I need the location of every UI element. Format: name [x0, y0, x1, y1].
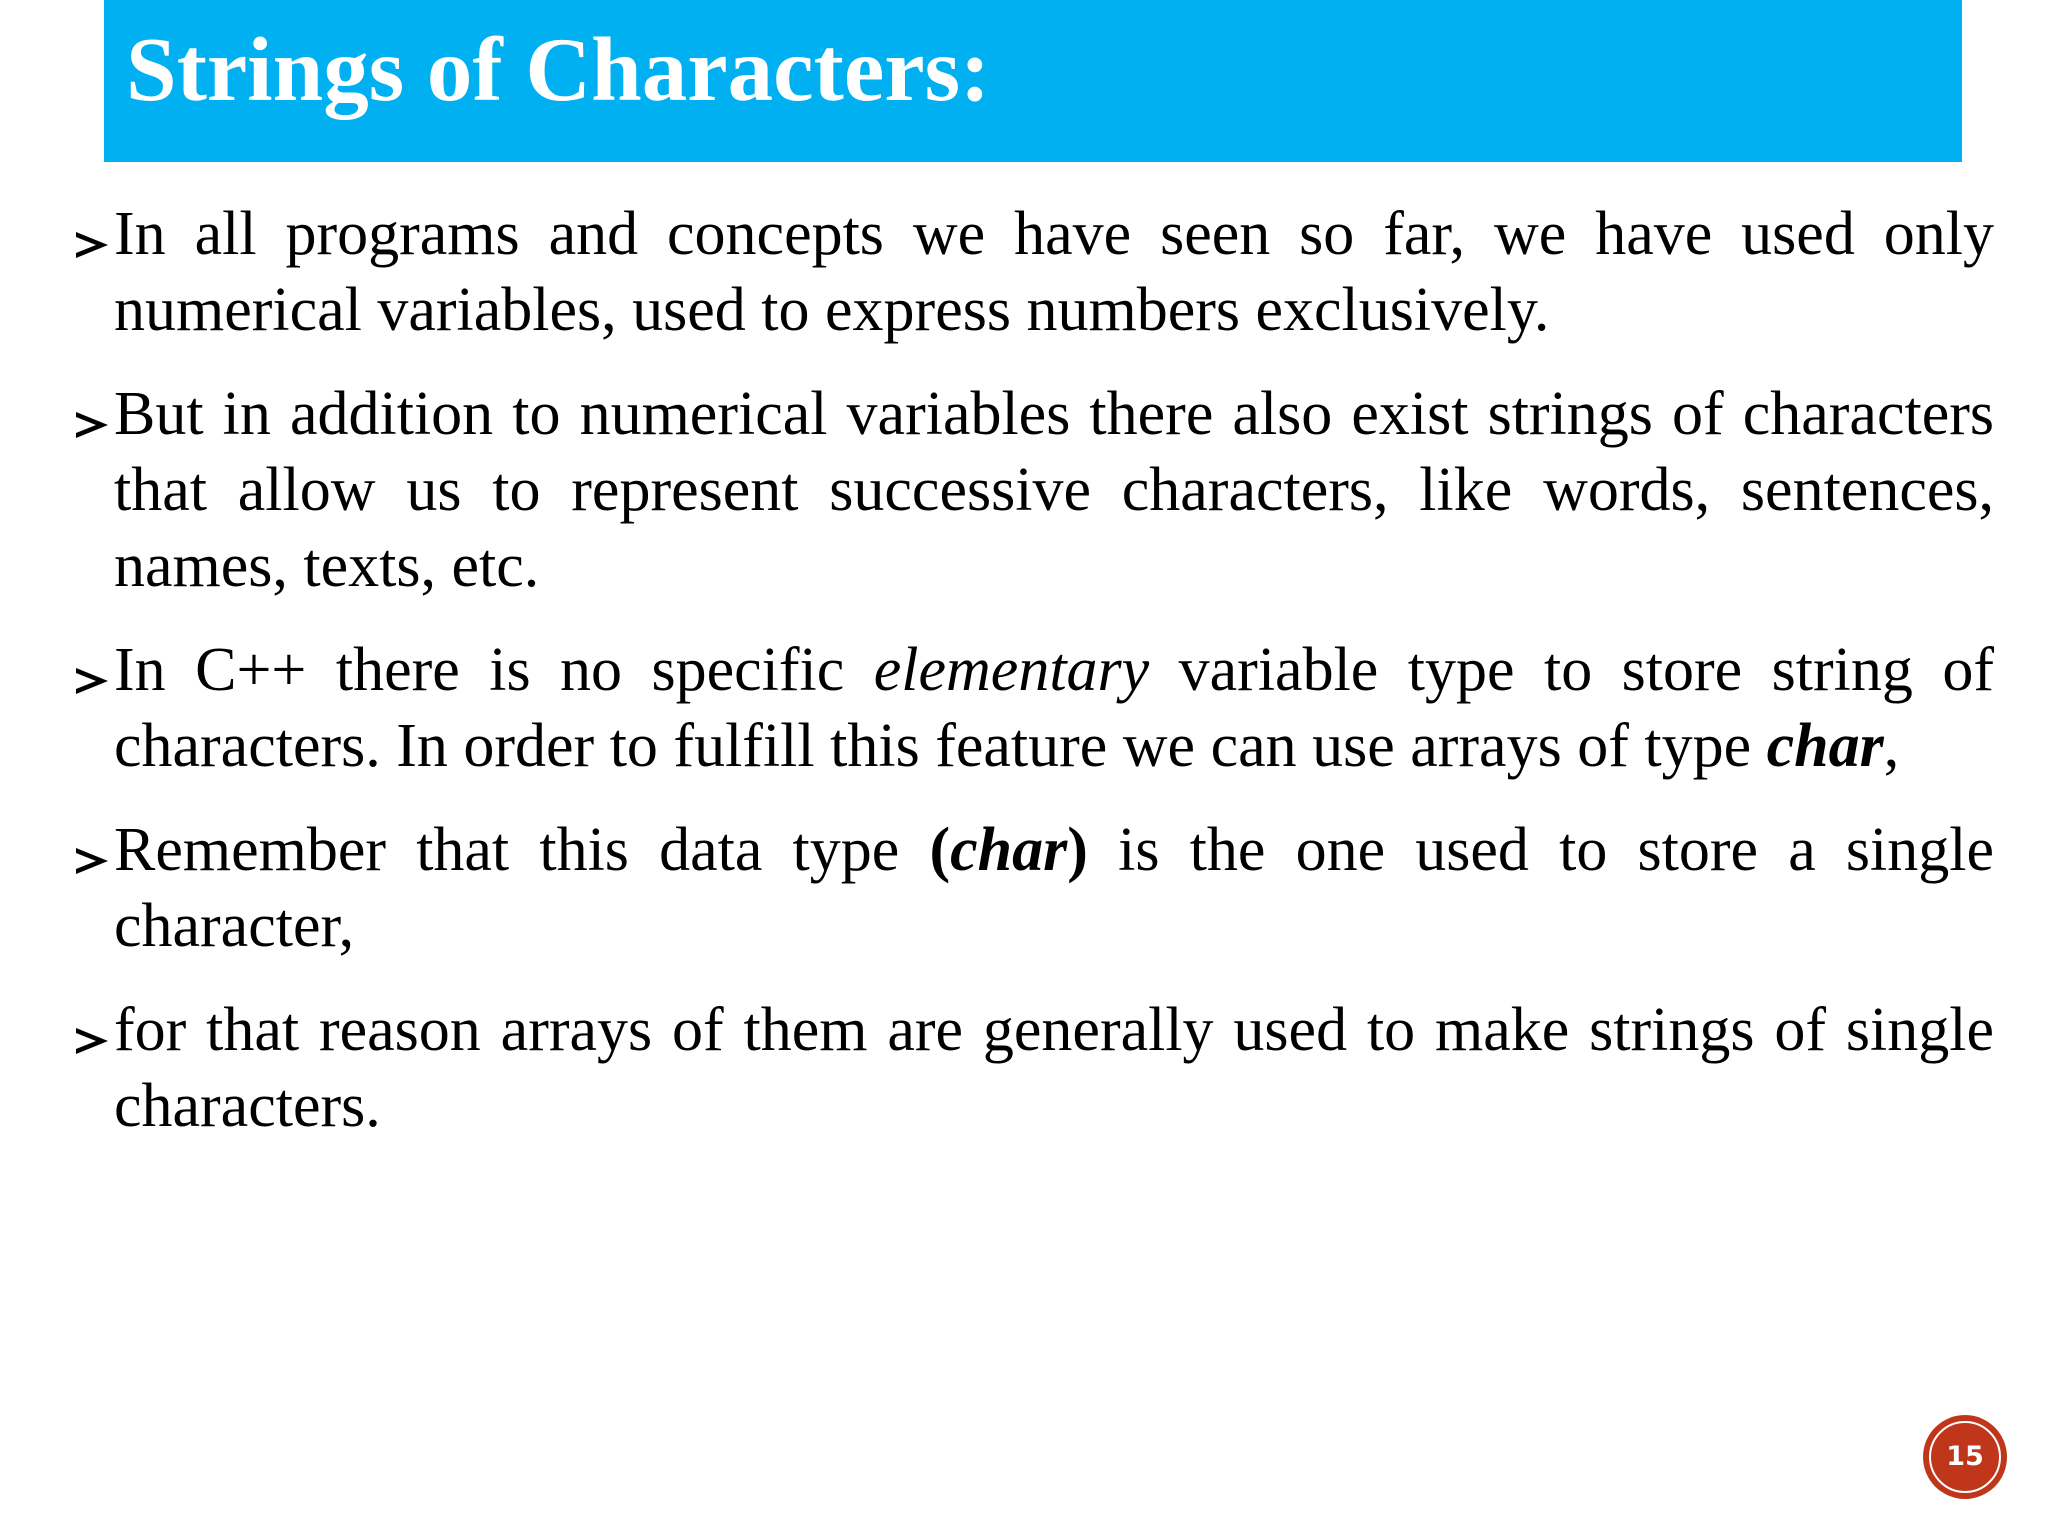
- bullet-text: [114, 636, 1994, 780]
- arrowhead-bullet-icon: [74, 1026, 110, 1056]
- page-number-badge-icon: [1922, 1414, 2008, 1500]
- arrowhead-bullet-icon: [74, 410, 110, 440]
- bullet-segment: for that reason arrays of them are generally used to make strings of single characters.: [114, 996, 1994, 1140]
- title-bar: [104, 0, 1962, 162]
- bullet-segment: (: [929, 816, 951, 884]
- bullet-segment: In all programs and concepts we have seen so far, we have used only numerical variables, used to express numbers exclusively.: [114, 200, 1994, 344]
- arrowhead-bullet-icon: [74, 666, 110, 696]
- bullet-segment: char: [950, 816, 1068, 884]
- arrowhead-bullet-icon: [74, 846, 110, 876]
- bullet-item: [74, 196, 1994, 348]
- bullet-segment: ): [1067, 816, 1088, 884]
- bullet-item: [74, 632, 1994, 784]
- bullet-item: [74, 812, 1994, 964]
- bullet-segment: variable type to store string of characters. In order to fulfill this feature we can use arrays of type: [114, 636, 1994, 780]
- bullet-segment: is the one used to store a single character,: [114, 816, 1995, 960]
- bullet-item: [74, 992, 1994, 1144]
- bullet-text: [114, 996, 1994, 1140]
- bullet-text: [114, 816, 1994, 960]
- bullet-segment: But in addition to numerical variables there also exist strings of characters that allow us to represent successive characters, like words, sentences, names, texts, etc.: [114, 380, 1994, 600]
- bullet-item: [74, 376, 1994, 604]
- bullet-segment: char: [1766, 712, 1884, 780]
- slide-body: [74, 196, 1994, 1144]
- bullet-segment: elementary: [873, 636, 1150, 704]
- arrowhead-bullet-icon: [74, 230, 110, 260]
- bullet-segment: Remember that this data type: [114, 816, 930, 884]
- bullet-segment: In C++ there is no specific: [114, 636, 874, 704]
- bullet-text: [114, 200, 1994, 344]
- slide-title: Strings of Characters:: [126, 19, 991, 120]
- bullet-text: [114, 380, 1994, 600]
- bullet-segment: ,: [1883, 712, 1900, 780]
- page-number: 15: [1946, 1441, 1984, 1472]
